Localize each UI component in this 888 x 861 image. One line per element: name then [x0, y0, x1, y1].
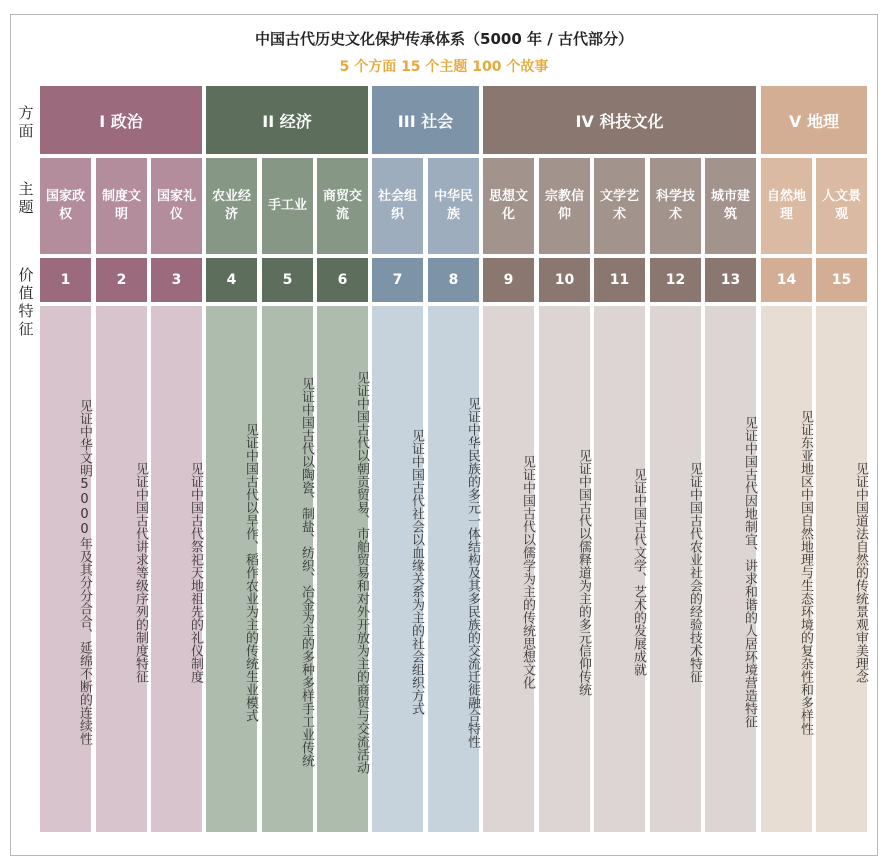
- value-description-7: [372, 306, 423, 832]
- theme-number-4: 4: [206, 258, 257, 302]
- chart-subtitle: 5 个方面 15 个主题 100 个故事: [339, 59, 549, 75]
- theme-number-14: 14: [761, 258, 812, 302]
- theme-7: 社会组织: [372, 158, 423, 254]
- value-text-4: 见证中国古代以旱作、稻作农业为主的传统生业模式: [243, 422, 258, 722]
- theme-15: 人文景观: [816, 158, 867, 254]
- theme-number-5: 5: [262, 258, 313, 302]
- value-text-12: 见证中国古代农业社会的经验技术特征: [687, 461, 702, 683]
- value-description-11: [594, 306, 645, 832]
- theme-number-11: 11: [594, 258, 645, 302]
- theme-number-12: 12: [650, 258, 701, 302]
- row-label-aspect: 方面: [18, 104, 34, 140]
- theme-6: 商贸交流: [317, 158, 368, 254]
- theme-number-10: 10: [539, 258, 590, 302]
- theme-11: 文学艺术: [594, 158, 645, 254]
- value-text-5: 见证中国古代以陶瓷、制盐、纺织、冶金为主的多种多样手工业传统: [299, 377, 314, 767]
- aspect-politics: I 政治: [40, 86, 202, 154]
- theme-number-3: 3: [151, 258, 202, 302]
- value-text-13: 见证中国古代因地制宜、讲求和谐的人居环境营造特征: [742, 416, 757, 728]
- value-description-5: [262, 306, 313, 832]
- value-text-8: 见证中华民族的多元一体结构及其多民族的交流迁徙融合特性: [465, 396, 480, 748]
- value-description-2: [96, 306, 147, 832]
- value-description-6: [317, 306, 368, 832]
- value-description-14: [761, 306, 812, 832]
- aspect-geography: V 地理: [761, 86, 867, 154]
- chart-title: 中国古代历史文化保护传承体系（5000 年 / 古代部分）: [255, 30, 633, 48]
- value-text-3: 见证中国古代祭祀天地祖先的礼仪制度: [188, 461, 203, 683]
- value-description-13: [705, 306, 756, 832]
- value-text-15: 见证中国道法自然的传统景观审美理念: [853, 461, 868, 683]
- value-description-10: [539, 306, 590, 832]
- theme-2: 制度文明: [96, 158, 147, 254]
- value-text-10: 见证中国古代以儒释道为主的多元信仰传统: [576, 448, 591, 696]
- row-label-value: 价值特征: [18, 266, 34, 338]
- value-text-14: 见证东亚地区中国自然地理与生态环境的复杂性和多样性: [798, 409, 813, 735]
- value-text-1: 见证中华文明5000年及其分分合合、延绵不断的连续性: [77, 399, 92, 745]
- value-text-6: 见证中国古代以朝贡贸易、市舶贸易和对外开放为主的商贸与交流活动: [354, 370, 369, 774]
- theme-1: 国家政权: [40, 158, 91, 254]
- theme-10: 宗教信仰: [539, 158, 590, 254]
- theme-3: 国家礼仪: [151, 158, 202, 254]
- value-description-12: [650, 306, 701, 832]
- theme-12: 科学技术: [650, 158, 701, 254]
- theme-number-8: 8: [428, 258, 479, 302]
- value-description-15: [816, 306, 867, 832]
- value-text-11: 见证中国古代文学、艺术的发展成就: [631, 468, 646, 676]
- row-label-theme: 主题: [18, 180, 34, 216]
- theme-number-13: 13: [705, 258, 756, 302]
- value-description-3: [151, 306, 202, 832]
- value-text-9: 见证中国古代以儒学为主的传统思想文化: [520, 455, 535, 689]
- aspect-economy: II 经济: [206, 86, 368, 154]
- value-description-8: [428, 306, 479, 832]
- value-description-1: [40, 306, 91, 832]
- theme-14: 自然地理: [761, 158, 812, 254]
- theme-4: 农业经济: [206, 158, 257, 254]
- value-text-2: 见证中国古代讲求等级序列的制度特征: [133, 461, 148, 683]
- theme-number-6: 6: [317, 258, 368, 302]
- aspect-science: IV 科技文化: [483, 86, 756, 154]
- theme-13: 城市建筑: [705, 158, 756, 254]
- theme-number-2: 2: [96, 258, 147, 302]
- value-text-7: 见证中国古代社会以血缘关系为主的社会组织方式: [409, 429, 424, 715]
- theme-5: 手工业: [262, 158, 313, 254]
- theme-number-15: 15: [816, 258, 867, 302]
- aspect-society: III 社会: [372, 86, 479, 154]
- theme-9: 思想文化: [483, 158, 534, 254]
- theme-8: 中华民族: [428, 158, 479, 254]
- theme-number-9: 9: [483, 258, 534, 302]
- theme-number-1: 1: [40, 258, 91, 302]
- theme-number-7: 7: [372, 258, 423, 302]
- value-description-4: [206, 306, 257, 832]
- value-description-9: [483, 306, 534, 832]
